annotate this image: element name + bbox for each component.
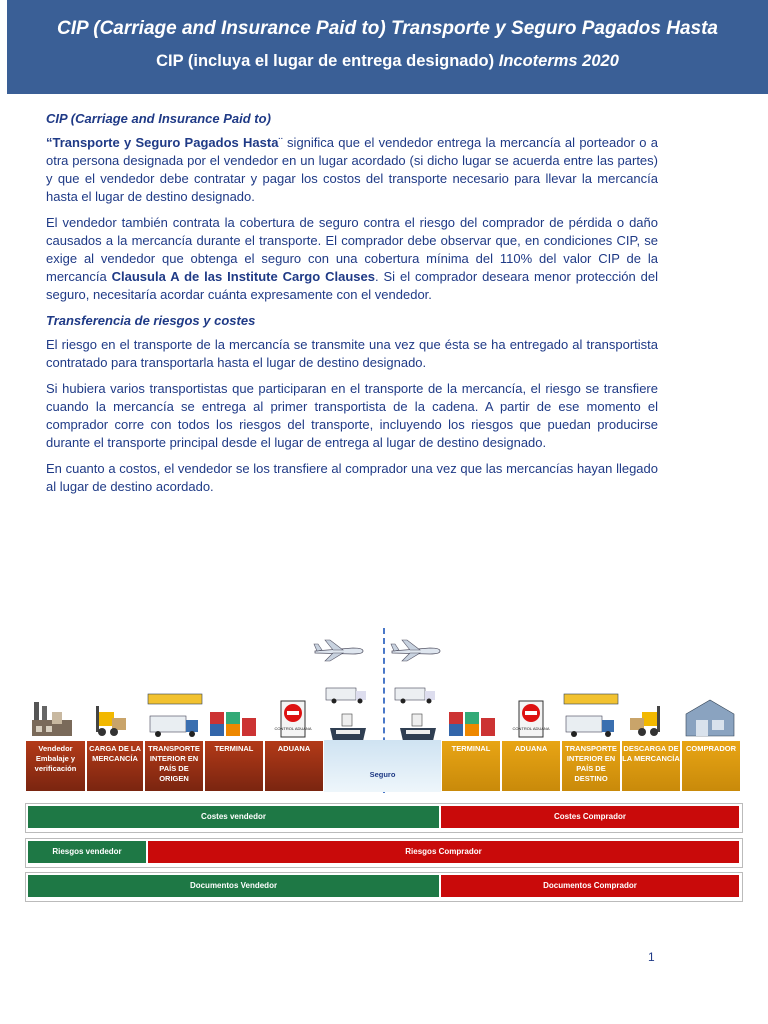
paragraph-insurance (46, 214, 658, 304)
truck-icon (393, 686, 439, 704)
containers-icon (447, 710, 499, 738)
phase-buyer: COMPRADOR (681, 740, 741, 792)
insurance-label: Seguro (369, 770, 396, 779)
airplane-icon (313, 638, 365, 662)
customs-sign-icon (512, 700, 550, 738)
section-title-risks: Transferencia de riesgos y costes (46, 313, 256, 328)
definition-text: ¨ significa que el vendedor entrega la mercancía al porteador o a otra persona designada por el vendedor en un lugar acordado (si dicho lugar se acuerda entre las partes) y que el vendedor debe contratar y pagar los costos del transporte necesario para llevar la mercancía hasta el lugar de destino designado. (46, 135, 659, 204)
risks-buyer-bar: Riesgos Comprador (147, 840, 740, 864)
warehouse-icon (682, 696, 738, 738)
phase-destination-customs: ADUANA (501, 740, 561, 792)
phase-origin-terminal: TERMINAL (204, 740, 264, 792)
phase-origin-customs: ADUANA (264, 740, 324, 792)
page-header (7, 0, 768, 94)
definition-term: “Transporte y Seguro Pagados Hasta (46, 135, 279, 150)
document-body (46, 110, 658, 504)
subtitle-incoterms: Incoterms 2020 (498, 52, 619, 70)
paragraph-definition (46, 134, 658, 206)
paragraph-multiple-carriers: Si hubiera varios transportistas que participaran en el transporte de la mercancía, el riesgo se transfiere cuando la mercancía se entrega al primer transportista de la cadena. A partir de ese momento el comprador corre con todos los riesgos del transporte, incluyendo los riesgos que puedan producirse durante el transporte principal desde el lugar de entrega al lugar de destino designado. (46, 381, 658, 450)
truck-train-icon (146, 692, 204, 738)
customs-sign-text: CONTROL ADUANA (512, 726, 550, 731)
page-number: 1 (648, 950, 655, 964)
incoterm-diagram (0, 620, 768, 940)
insurance-clause: Clausula A de las Institute Cargo Clauses (111, 269, 375, 284)
forklift-icon (92, 700, 130, 738)
customs-sign-icon (274, 700, 312, 738)
documents-buyer-bar: Documentos Comprador (440, 874, 740, 898)
phase-unloading: DESCARGA DE LA MERCANCÍA (621, 740, 681, 792)
paragraph-costs: En cuanto a costos, el vendedor se los transfiere al comprador una vez que las mercancías hayan llegado al lugar de destino acordado. (46, 461, 658, 494)
subtitle-text: CIP (incluya el lugar de entrega designado) (156, 52, 495, 70)
forklift-icon (626, 700, 664, 738)
phase-seller-packing: Vendedor Embalaje y verificación (25, 740, 86, 792)
documents-seller-bar: Documentos Vendedor (27, 874, 440, 898)
paragraph-risk-transfer: El riesgo en el transporte de la mercancía se transmite una vez que ésta se ha entregado al transportista contratado para transportarla hasta el lugar de destino designado. (46, 337, 658, 370)
phase-origin-transport: TRANSPORTE INTERIOR EN PAÍS DE ORIGEN (144, 740, 204, 792)
sea-transport-area (324, 740, 441, 792)
costs-buyer-bar: Costes Comprador (440, 805, 740, 829)
phase-destination-terminal: TERMINAL (441, 740, 501, 792)
customs-sign-text: CONTROL ADUANA (274, 726, 312, 731)
factory-icon (30, 698, 76, 738)
page-title: CIP (Carriage and Insurance Paid to) Transporte y Seguro Pagados Hasta (57, 18, 718, 39)
phase-destination-transport: TRANSPORTE INTERIOR EN PAÍS DE DESTINO (561, 740, 621, 792)
costs-seller-bar: Costes vendedor (27, 805, 440, 829)
truck-train-icon (562, 692, 620, 738)
risks-seller-bar: Riesgos vendedor (27, 840, 147, 864)
truck-icon (324, 686, 370, 704)
phase-loading: CARGA DE LA MERCANCÍA (86, 740, 144, 792)
containers-icon (208, 710, 260, 738)
airplane-icon (390, 638, 442, 662)
page-subtitle (7, 52, 768, 71)
insurance-text-post: . Si el comprador deseara menor protección del seguro, necesitaría acordar cuánta expresamente con el vendedor. (46, 269, 658, 302)
insurance-text-pre: El vendedor también contrata la cobertura de seguro contra el riesgo del comprador de pérdida o daño causados a la mercancía durante el transporte. El comprador debe observar que, en condiciones CIP, se exige al vendedor que obtenga el seguro con una cobertura mínima del 110% del valor CIP de la mercancía (46, 215, 658, 284)
section-title-cip: CIP (Carriage and Insurance Paid to) (46, 111, 271, 126)
